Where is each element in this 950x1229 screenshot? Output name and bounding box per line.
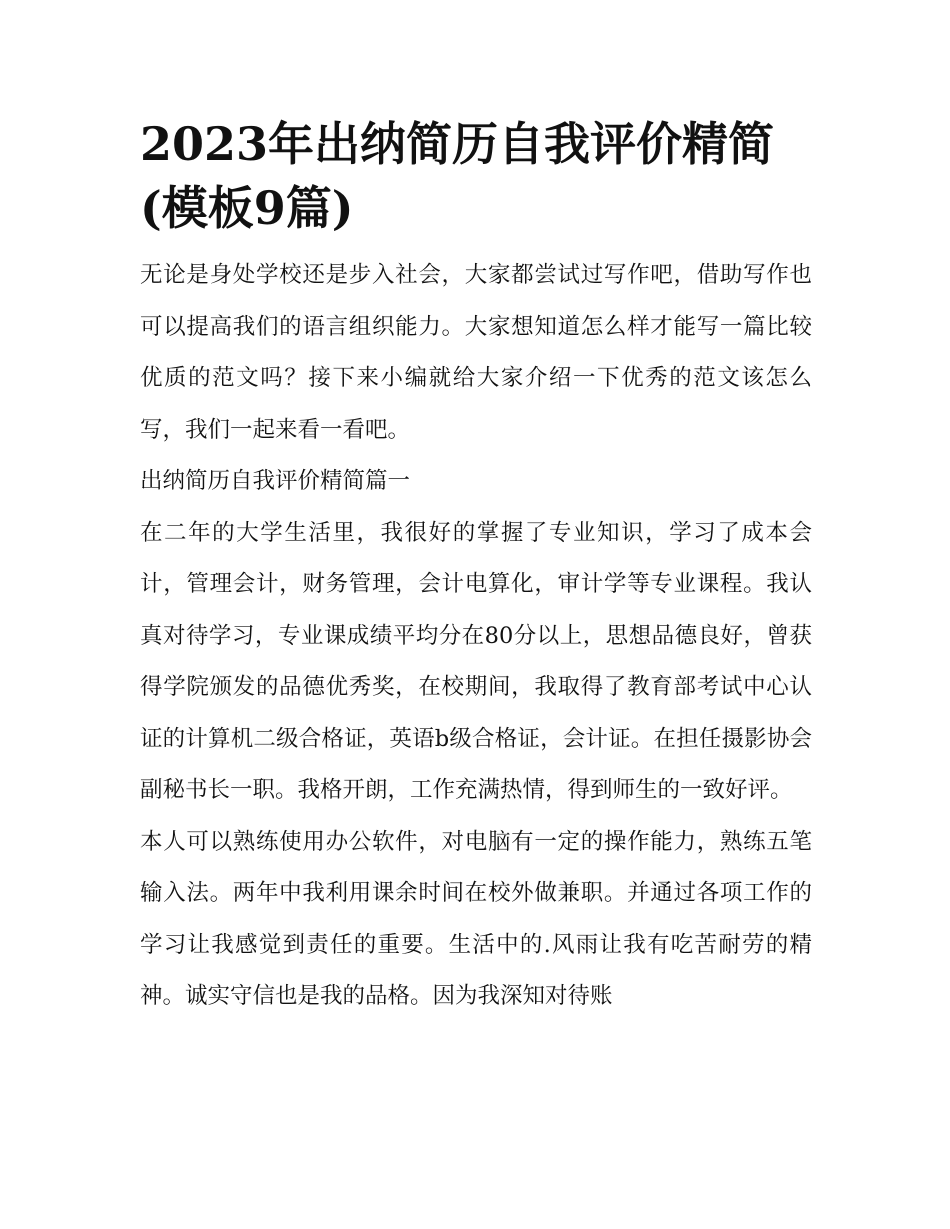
intro-paragraph: 无论是身处学校还是步入社会，大家都尝试过写作吧，借助写作也可以提高我们的语言组织能力。大家想知道怎么样才能写一篇比较优质的范文吗？接下来小编就给大家介绍一下优秀的范文该怎么写，我们一起来看一看吧。 [140,262,812,443]
body-paragraph-2: 本人可以熟练使用办公软件，对电脑有一定的操作能力，熟练五笔输入法。两年中我利用课余时间在校外做兼职。并通过各项工作的学习让我感觉到责任的重要。生活中的.风雨让我有吃苦耐劳的精神。诚实守信也是我的品格。因为我深知对待账 [140,828,812,1009]
body-paragraph-1: 在二年的大学生活里，我很好的掌握了专业知识，学习了成本会计，管理会计，财务管理，会计电算化，审计学等专业课程。我认真对待学习，专业课成绩平均分在80分以上，思想品德良好，曾获得学院颁发的品德优秀奖，在校期间，我取得了教育部考试中心认证的计算机二级合格证，英语b级合格证，会计证。在担任摄影协会副秘书长一职。我格开朗，工作充满热情，得到师生的一致好评。 [140,519,812,803]
section-heading: 出纳简历自我评价精简篇一 [140,468,411,494]
title-line-2: (模板9篇) [140,181,354,235]
title-line-1: 2023年出纳简历自我评价精简 [140,117,775,171]
document-title [140,112,812,240]
